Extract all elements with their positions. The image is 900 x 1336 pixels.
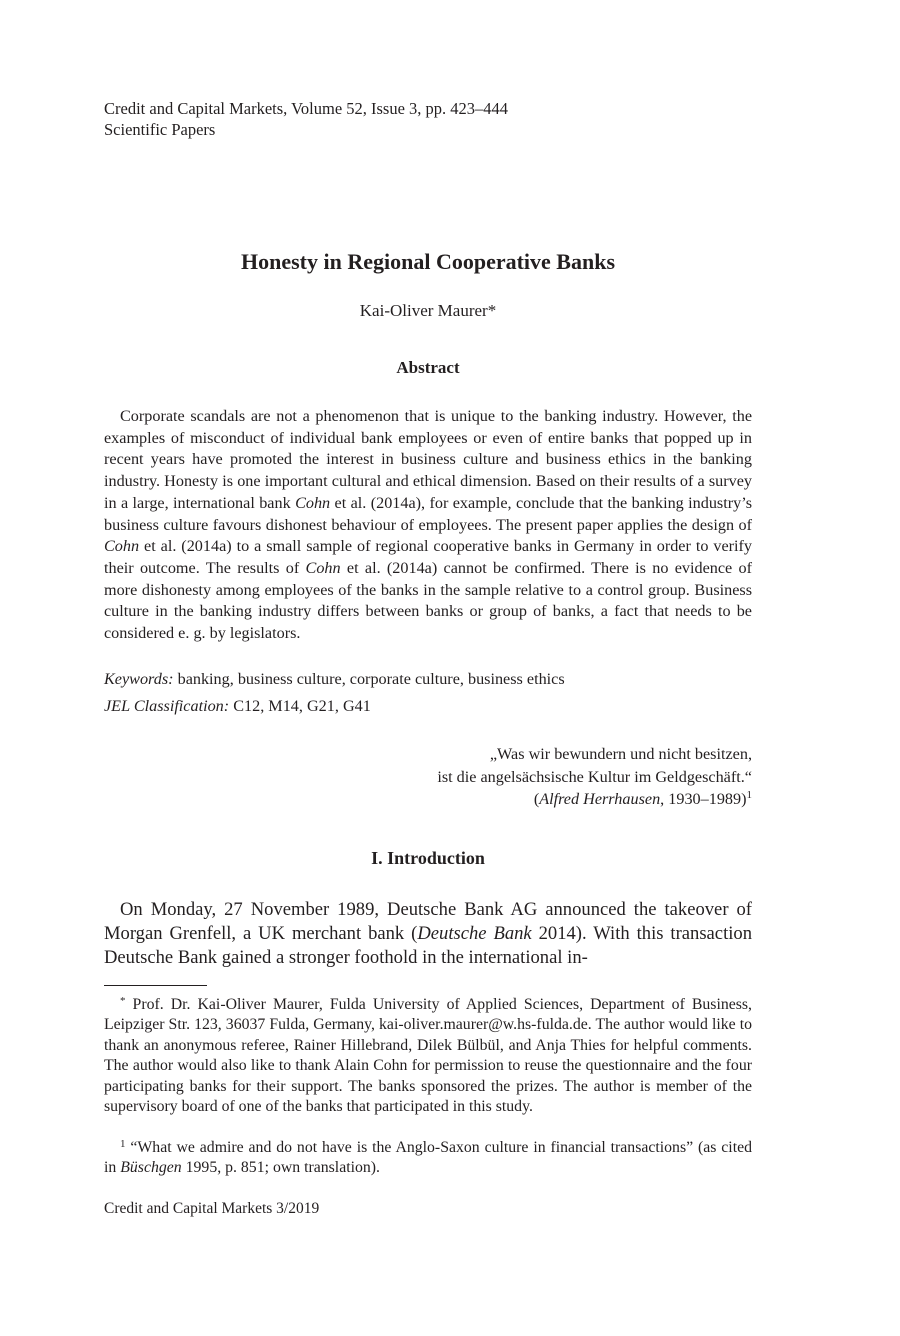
keywords-line bbox=[104, 669, 752, 690]
keywords-value: banking, business culture, corporate culture, business ethics bbox=[173, 670, 565, 688]
author-line bbox=[104, 300, 752, 322]
section-label: Scientific Papers bbox=[104, 120, 216, 139]
epigraph-line: ist die angelsächsische Kultur im Geldgeschäft.“ bbox=[437, 767, 752, 786]
jel-value: C12, M14, G21, G41 bbox=[229, 697, 371, 715]
citation-author: Büschgen bbox=[120, 1159, 182, 1177]
footnote-text: 1995, p. 851; own translation). bbox=[181, 1159, 380, 1177]
paper-title: Honesty in Regional Cooperative Banks bbox=[240, 249, 616, 274]
keywords-label: Keywords: bbox=[104, 670, 174, 688]
attribution-dates: , 1930–1989) bbox=[660, 790, 747, 808]
footnote-ref-1: 1 bbox=[746, 789, 752, 801]
footnote-author bbox=[104, 995, 752, 1117]
epigraph-quote bbox=[104, 743, 752, 811]
paper-page bbox=[104, 98, 752, 1217]
footnote-text: Prof. Dr. Kai-Oliver Maurer, Fulda University of Applied Sciences, Department of Business, Leipziger Str. 123, 36037 Fulda, Germany, kai-oliver.maurer@w.hs-fulda.de. The author would like to thank an anonymous referee, Rainer Hillebrand, Dilek Bülbül, and Anja Thies for helpful comments. The author would also like to thank Alain Cohn for permission to reuse the questionnaire and the four participating banks for their support. The banks sponsored the prizes. The author is member of the supervisory board of one of the banks that participated in this study. bbox=[104, 996, 752, 1116]
abstract-text bbox=[104, 406, 752, 645]
page-footer: Credit and Capital Markets 3/2019 bbox=[104, 1200, 320, 1217]
author-name: Kai-Oliver Maurer bbox=[359, 301, 488, 320]
introduction-paragraph bbox=[104, 898, 752, 969]
body-text-part: 2014). With this transaction Deutsche Bank gained a stronger foothold in the international in- bbox=[104, 922, 752, 968]
epigraph-line: „Was wir bewundern und nicht besitzen, bbox=[489, 745, 752, 763]
abstract-part: et al. (2014a), for example, conclude that the banking industry’s business culture favours dishonest behaviour of employees. The present paper applies the design of bbox=[104, 493, 752, 534]
jel-line bbox=[104, 696, 752, 717]
abstract-heading: Abstract bbox=[396, 358, 460, 377]
footnote-1 bbox=[104, 1138, 752, 1179]
author-footnote-mark: * bbox=[487, 301, 497, 320]
epigraph-attribution bbox=[104, 788, 752, 811]
jel-label: JEL Classification: bbox=[104, 697, 230, 715]
attribution-open: ( bbox=[533, 790, 540, 808]
footnote-mark: * bbox=[120, 995, 126, 1007]
citation-author: Deutsche Bank bbox=[417, 922, 532, 944]
body-text-part: On Monday, 27 November 1989, Deutsche Bank AG announced the takeover of Morgan Grenfell, a UK merchant bank ( bbox=[104, 899, 752, 944]
footnote-mark: 1 bbox=[120, 1138, 126, 1150]
abstract-part: et al. (2014a) cannot be confirmed. There is no evidence of more dishonesty among employees of the banks in the sample relative to a control group. Business culture in the banking industry differs between banks or group of banks, a fact that needs to be considered e. g. by legislators. bbox=[104, 558, 752, 643]
attribution-name: Alfred Herrhausen bbox=[539, 790, 661, 808]
footnote-text: “What we admire and do not have is the Anglo-Saxon culture in financial transactions” (as cited in bbox=[104, 1139, 752, 1177]
citation-author: Cohn bbox=[104, 537, 140, 556]
abstract-part: et al. (2014a) to a small sample of regional cooperative banks in Germany in order to verify their outcome. The results of bbox=[104, 537, 752, 577]
abstract-part: Corporate scandals are not a phenomenon that is unique to the banking industry. However, the examples of misconduct of individual bank employees or even of entire banks that popped up in recent years have promoted the interest in business culture and business ethics in the banking industry. Honesty is one important cultural and ethical dimension. Based on their results of a survey in a large, international bank bbox=[104, 407, 752, 512]
citation-author: Cohn bbox=[295, 493, 331, 512]
footnote-divider bbox=[104, 985, 207, 986]
section-heading-introduction: I. Introduction bbox=[371, 848, 485, 868]
citation-author: Cohn bbox=[305, 558, 341, 577]
journal-citation: Credit and Capital Markets, Volume 52, Issue 3, pp. 423–444 bbox=[104, 99, 509, 118]
